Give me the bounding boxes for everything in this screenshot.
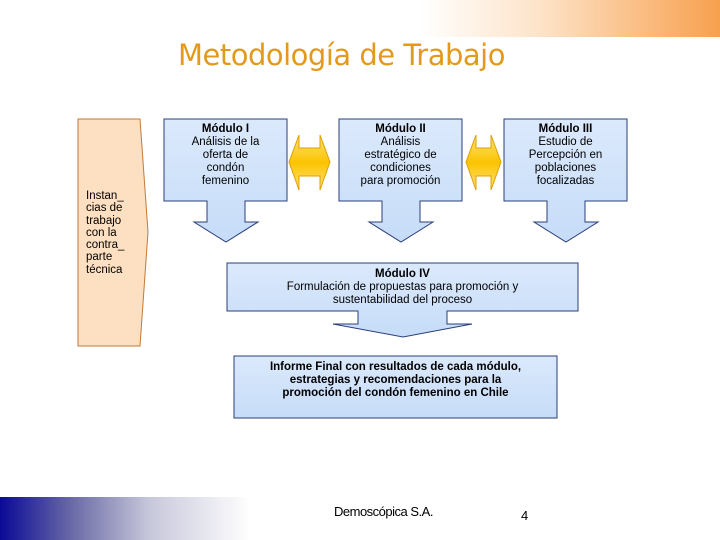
side-label-line: trabajo: [86, 214, 122, 227]
module-heading: Módulo I: [201, 123, 250, 135]
side-label: [86, 190, 124, 276]
module-line: Estudio de: [538, 136, 593, 148]
module-line: condón: [206, 162, 245, 174]
side-label-line: contra_: [86, 239, 125, 252]
module-1-text: [164, 123, 287, 188]
module-line: focalizadas: [536, 175, 595, 187]
side-label-line: con la: [86, 226, 117, 239]
module-line: femenino: [201, 175, 250, 187]
final-report-line: estrategias y recomendaciones para la: [289, 374, 502, 386]
final-report-line: Informe Final con resultados de cada módulo,: [269, 361, 522, 373]
module-line: Análisis de la: [191, 136, 260, 148]
module-heading: Módulo II: [375, 123, 426, 135]
module-line: oferta de: [202, 149, 249, 161]
module-2-text: [339, 123, 462, 188]
module-heading: Módulo IV: [375, 268, 430, 280]
final-report-line: promoción del condón femenino en Chile: [282, 387, 509, 399]
module-line: sustentabilidad del proceso: [332, 294, 473, 306]
double-arrow-2-3: [466, 135, 501, 190]
final-report-text: [234, 361, 557, 400]
module-line: poblaciones: [534, 162, 597, 174]
slide-title: Metodología de Trabajo: [178, 38, 505, 72]
module-line: Percepción en: [528, 149, 603, 161]
module-4-text: [227, 268, 578, 307]
side-label-line: parte: [86, 251, 113, 264]
footer-company: Demoscópica S.A.: [334, 504, 433, 519]
module-line: para promoción: [360, 175, 441, 187]
module-line: Formulación de propuestas para promoción y: [286, 281, 519, 293]
side-label-line: técnica: [86, 263, 123, 276]
module-line: Análisis: [380, 136, 421, 148]
module-heading: Módulo III: [538, 123, 593, 135]
module-line: condiciones: [370, 162, 431, 174]
page-number: 4: [521, 508, 529, 523]
side-label-line: cias de: [86, 202, 123, 215]
side-label-line: Instan_: [86, 190, 124, 202]
module-line: estratégico de: [364, 149, 437, 161]
double-arrow-1-2: [289, 135, 330, 190]
module-3-text: [504, 123, 627, 188]
